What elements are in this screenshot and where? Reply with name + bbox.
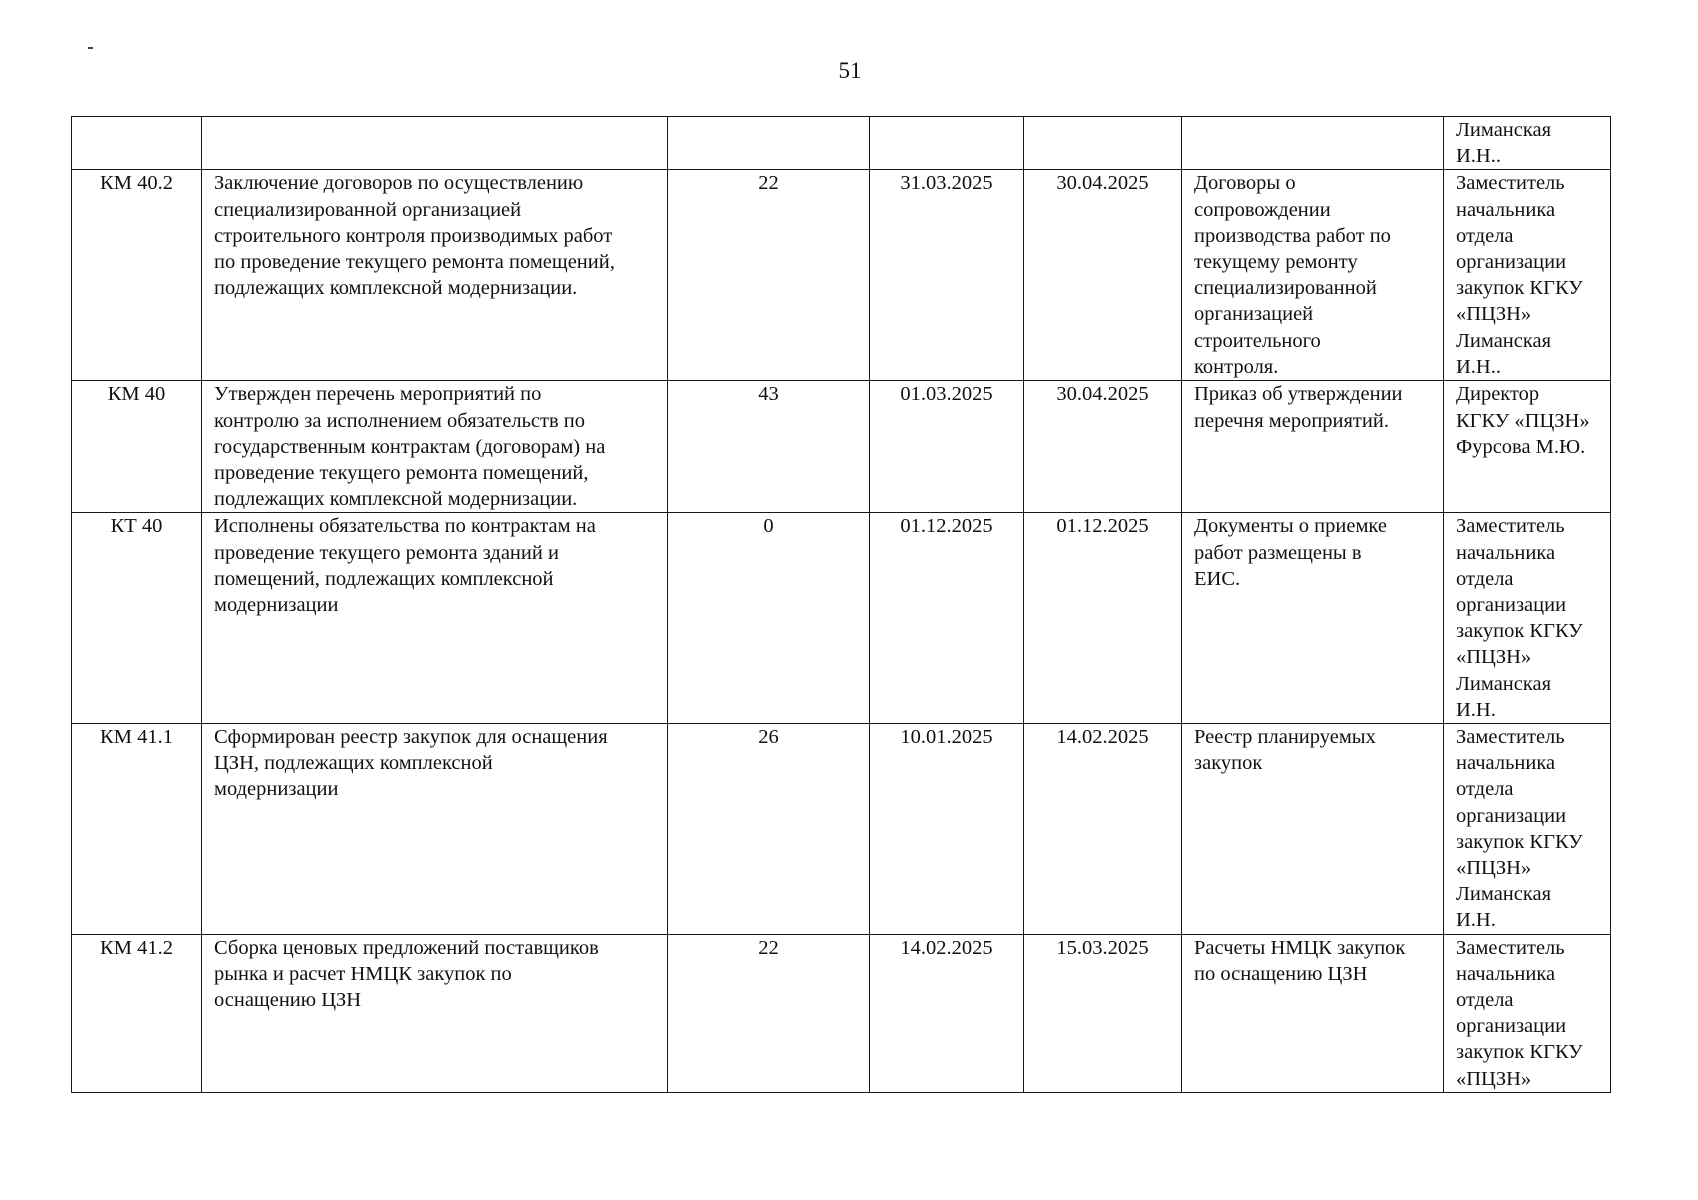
row-description-cell: Сформирован реестр закупок для оснащения ЦЗН, подлежащих комплексной модернизации	[202, 724, 668, 935]
row-description-cell: Утвержден перечень мероприятий по контролю за исполнением обязательств по государственным контрактам (договорам) на проведение текущего ремонта помещений, подлежащих комплексной модернизации.	[202, 381, 668, 513]
row-start-date-cell: 10.01.2025	[870, 724, 1024, 935]
row-code-cell: КМ 41.1	[72, 724, 202, 935]
row-responsible-cell: Заместитель начальника отдела организации закупок КГКУ «ПЦЗН»	[1444, 934, 1611, 1092]
row-start-date-cell: 31.03.2025	[870, 170, 1024, 381]
row-code-cell	[72, 117, 202, 170]
row-responsible-cell: Заместитель начальника отдела организации закупок КГКУ «ПЦЗН» Лиманская И.Н..	[1444, 170, 1611, 381]
row-end-date-cell: 30.04.2025	[1024, 170, 1182, 381]
row-end-date-cell: 15.03.2025	[1024, 934, 1182, 1092]
row-result-cell: Договоры о сопровождении производства работ по текущему ремонту специализированной организацией строительного контроля.	[1182, 170, 1444, 381]
row-start-date-cell: 01.12.2025	[870, 513, 1024, 724]
plan-table	[71, 116, 1611, 1093]
row-start-date-cell	[870, 117, 1024, 170]
row-start-date-cell: 01.03.2025	[870, 381, 1024, 513]
row-responsible-cell: Заместитель начальника отдела организации закупок КГКУ «ПЦЗН» Лиманская И.Н.	[1444, 724, 1611, 935]
row-start-date-cell: 14.02.2025	[870, 934, 1024, 1092]
row-code-cell: КМ 40	[72, 381, 202, 513]
row-number-cell: 22	[668, 170, 870, 381]
table-row	[72, 170, 1611, 381]
row-code-cell: КМ 41.2	[72, 934, 202, 1092]
row-description-cell: Сборка ценовых предложений поставщиков рынка и расчет НМЦК закупок по оснащению ЦЗН	[202, 934, 668, 1092]
row-number-cell: 26	[668, 724, 870, 935]
row-number-cell: 22	[668, 934, 870, 1092]
row-responsible-cell: Директор КГКУ «ПЦЗН» Фурсова М.Ю.	[1444, 381, 1611, 513]
row-result-cell: Реестр планируемых закупок	[1182, 724, 1444, 935]
row-result-cell: Расчеты НМЦК закупок по оснащению ЦЗН	[1182, 934, 1444, 1092]
row-number-cell: 43	[668, 381, 870, 513]
table-row	[72, 117, 1611, 170]
table-row	[72, 934, 1611, 1092]
row-description-cell	[202, 117, 668, 170]
row-end-date-cell	[1024, 117, 1182, 170]
row-result-cell	[1182, 117, 1444, 170]
row-end-date-cell: 30.04.2025	[1024, 381, 1182, 513]
row-result-cell: Приказ об утверждении перечня мероприятий.	[1182, 381, 1444, 513]
table-row	[72, 724, 1611, 935]
row-responsible-cell: Заместитель начальника отдела организации закупок КГКУ «ПЦЗН» Лиманская И.Н.	[1444, 513, 1611, 724]
table-row	[72, 381, 1611, 513]
row-code-cell: КТ 40	[72, 513, 202, 724]
row-code-cell: КМ 40.2	[72, 170, 202, 381]
row-end-date-cell: 01.12.2025	[1024, 513, 1182, 724]
row-result-cell: Документы о приемке работ размещены в ЕИС.	[1182, 513, 1444, 724]
scan-mark	[88, 47, 93, 49]
row-number-cell: 0	[668, 513, 870, 724]
page-number: 51	[838, 58, 862, 83]
table-row	[72, 513, 1611, 724]
row-responsible-cell: Лиманская И.Н..	[1444, 117, 1611, 170]
row-description-cell: Заключение договоров по осуществлению специализированной организацией строительного контроля производимых работ по проведение текущего ремонта помещений, подлежащих комплексной модернизации.	[202, 170, 668, 381]
row-description-cell: Исполнены обязательства по контрактам на проведение текущего ремонта зданий и помещений, подлежащих комплексной модернизации	[202, 513, 668, 724]
row-end-date-cell: 14.02.2025	[1024, 724, 1182, 935]
row-number-cell	[668, 117, 870, 170]
